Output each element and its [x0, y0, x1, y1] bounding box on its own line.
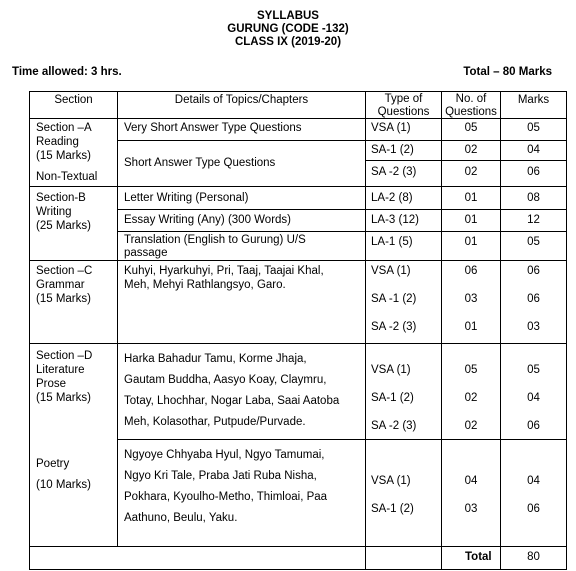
marks-cell: 08: [527, 192, 540, 204]
type-cell: SA -2 (3): [371, 166, 417, 178]
poetry-label: Poetry (10 Marks): [36, 458, 91, 491]
type-cell: SA-1 (2): [371, 503, 414, 515]
number-cell: 06: [464, 265, 478, 277]
type-cell: LA-3 (12): [371, 214, 419, 226]
number-cell: 01: [464, 192, 478, 204]
prose-detail: Harka Bahadur Tamu, Korme Jhaja, Gautam Buddha, Aasyo Koay, Claymru, Totay, Lhochhar, Nogar Laba, Saai Aatoba Meh, Kolasothar, Putpude/Purvade.: [124, 353, 340, 428]
marks-cell: 12: [527, 214, 540, 226]
section-b-label: Section-B Writing (25 Marks): [36, 192, 91, 232]
col-header-marks: Marks: [517, 94, 550, 106]
reading-detail-vsa: Very Short Answer Type Questions: [124, 122, 302, 134]
col-header-number: No. of Questions: [445, 93, 497, 118]
number-cell: 01: [464, 321, 478, 333]
syllabus-title: SYLLABUS: [257, 10, 319, 22]
col-header-section: Section: [54, 94, 93, 106]
marks-cell: 05: [527, 236, 540, 248]
col-header-type: Type of Questions: [377, 93, 430, 118]
type-cell: SA -2 (3): [371, 420, 417, 432]
writing-detail-letter: Letter Writing (Personal): [124, 192, 249, 204]
marks-cell: 06: [527, 420, 540, 432]
marks-cell: 06: [527, 293, 540, 305]
marks-cell: 04: [527, 475, 540, 487]
type-cell: VSA (1): [371, 265, 411, 277]
writing-detail-essay: Essay Writing (Any) (300 Words): [124, 214, 292, 226]
reading-detail-sa: Short Answer Type Questions: [124, 157, 276, 169]
type-cell: VSA (1): [371, 364, 411, 376]
grammar-detail: Kuhyi, Hyarkuhyi, Pri, Taaj, Taajai Khal, Meh, Mehyi Rathlangsyo, Garo.: [124, 265, 324, 291]
total-marks: Total – 80 Marks: [463, 66, 552, 78]
writing-detail-translation: Translation (English to Gurung) U/S passage: [124, 234, 306, 259]
type-cell: SA -2 (3): [371, 321, 417, 333]
number-cell: 03: [464, 293, 478, 305]
col-header-details: Details of Topics/Chapters: [174, 94, 309, 106]
type-cell: SA -1 (2): [371, 293, 417, 305]
section-a-label: Section –A Reading (15 Marks): [36, 122, 92, 162]
non-textual-label: Non-Textual: [36, 171, 98, 183]
number-cell: 03: [464, 503, 478, 515]
marks-cell: 06: [527, 503, 540, 515]
type-cell: LA-2 (8): [371, 192, 413, 204]
type-cell: SA-1 (2): [371, 392, 414, 404]
number-cell: 02: [464, 166, 478, 178]
number-cell: 01: [464, 214, 478, 226]
marks-cell: 05: [527, 122, 540, 134]
type-cell: LA-1 (5): [371, 236, 413, 248]
number-cell: 05: [464, 122, 478, 134]
number-cell: 02: [464, 144, 478, 156]
marks-cell: 03: [527, 321, 540, 333]
number-cell: 04: [464, 475, 478, 487]
time-allowed: Time allowed: 3 hrs.: [12, 66, 122, 78]
number-cell: 02: [464, 420, 478, 432]
type-cell: SA-1 (2): [371, 144, 414, 156]
number-cell: 05: [464, 364, 478, 376]
marks-cell: 06: [527, 265, 540, 277]
subject-code: GURUNG (CODE -132): [227, 23, 349, 35]
total-label: Total: [465, 551, 492, 563]
section-d-label: Section –D Literature Prose (15 Marks): [36, 350, 93, 404]
type-cell: VSA (1): [371, 122, 411, 134]
marks-cell: 06: [527, 166, 540, 178]
number-cell: 02: [464, 392, 478, 404]
total-value: 80: [527, 551, 540, 563]
marks-cell: 05: [527, 364, 540, 376]
type-cell: VSA (1): [371, 475, 411, 487]
class-year: CLASS IX (2019-20): [234, 36, 342, 48]
poetry-detail: Ngyoye Chhyaba Hyul, Ngyo Tamumai, Ngyo Kri Tale, Praba Jati Ruba Nisha, Pokhara, Kyoulho-Metho, Thimloai, Paa Aathuno, Beulu, Yaku.: [124, 449, 328, 524]
marks-cell: 04: [527, 392, 540, 404]
marks-cell: 04: [527, 144, 540, 156]
number-cell: 01: [464, 236, 478, 248]
section-c-label: Section –C Grammar (15 Marks): [36, 265, 93, 305]
